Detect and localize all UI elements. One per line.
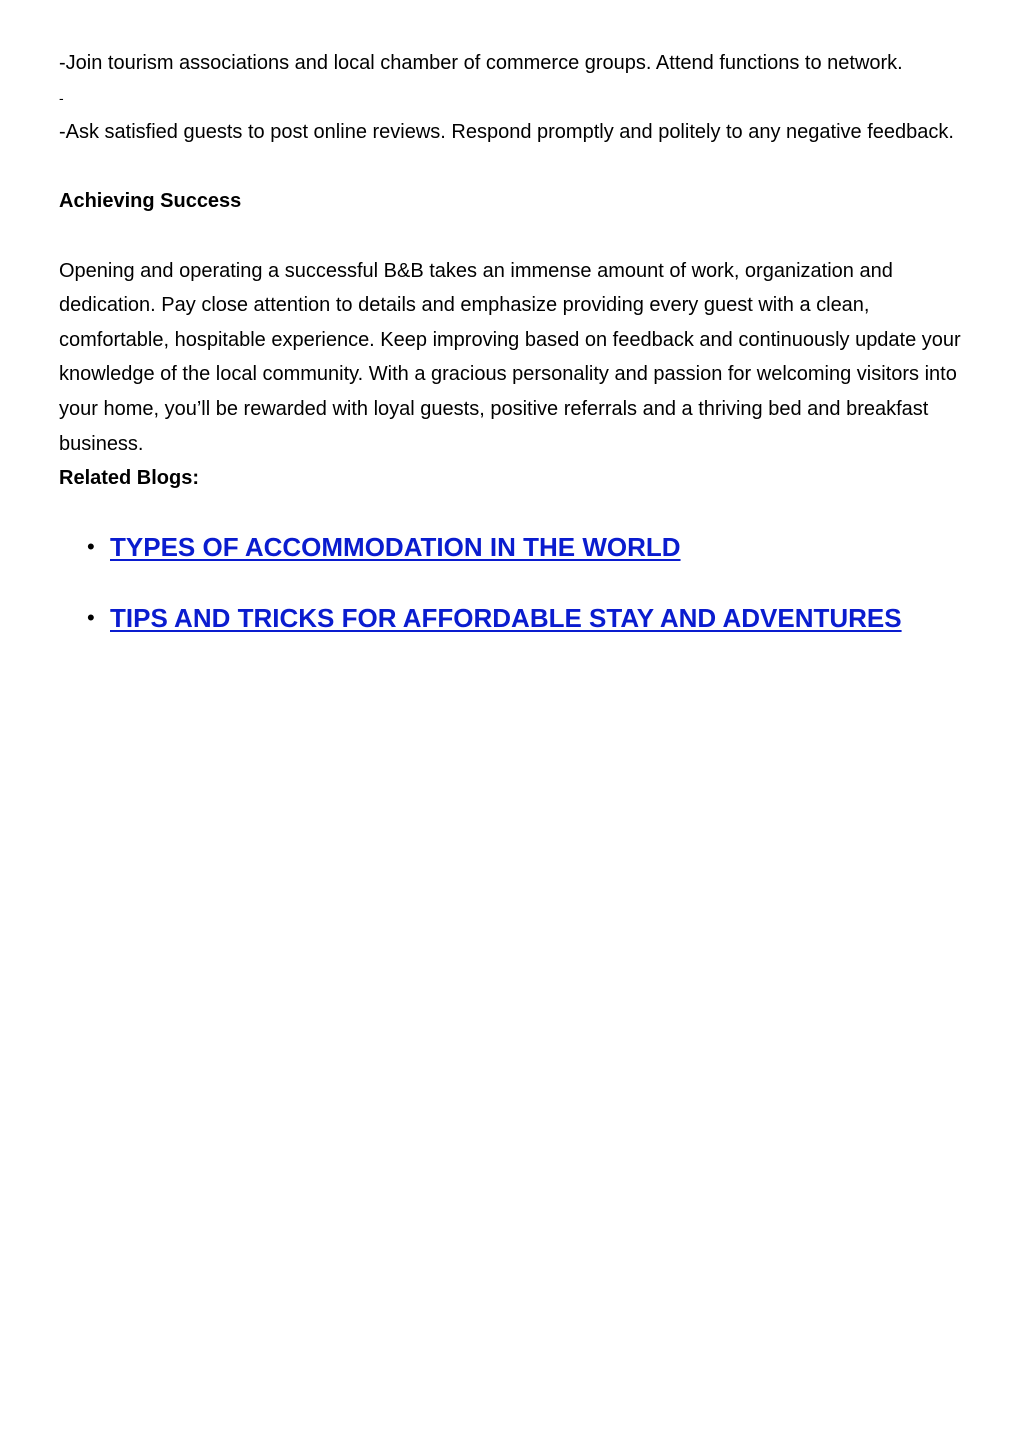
related-blog-link-types-of-accommodation[interactable]: TYPES OF ACCOMMODATION IN THE WORLD [110,531,681,562]
paragraph-ask-reviews: -Ask satisfied guests to post online reviews. Respond promptly and politely to any negative feedback. [59,121,954,144]
document-page [59,46,974,636]
related-blogs-heading: Related Blogs: [59,467,200,490]
bullet-icon: • [87,604,95,630]
spacer [59,150,974,185]
separator-mark: - [59,89,64,106]
section-heading-achieving-success: Achieving Success [59,190,242,213]
related-blog-link-tips-and-tricks[interactable]: TIPS AND TRICKS FOR AFFORDABLE STAY AND ADVENTURES [110,602,902,633]
paragraph-join-associations: -Join tourism associations and local chamber of commerce groups. Attend functions to network. [59,52,903,74]
spacer [59,219,974,254]
related-blogs-list [59,529,974,636]
list-item [59,600,974,636]
paragraph-achieving-success: Opening and operating a successful B&B takes an immense amount of work, organization and dedication. Pay close attention to details and emphasize providing every guest with a clean, comfortable, hospitable experience. Keep improving based on feedback and continuously update your knowledge of the local community. With a gracious personality and passion for welcoming visitors into your home, you’ll be rewarded with loyal guests, positive referrals and a thriving bed and breakfast business. [59,259,961,455]
bullet-icon: • [87,533,95,559]
list-item [59,529,974,565]
